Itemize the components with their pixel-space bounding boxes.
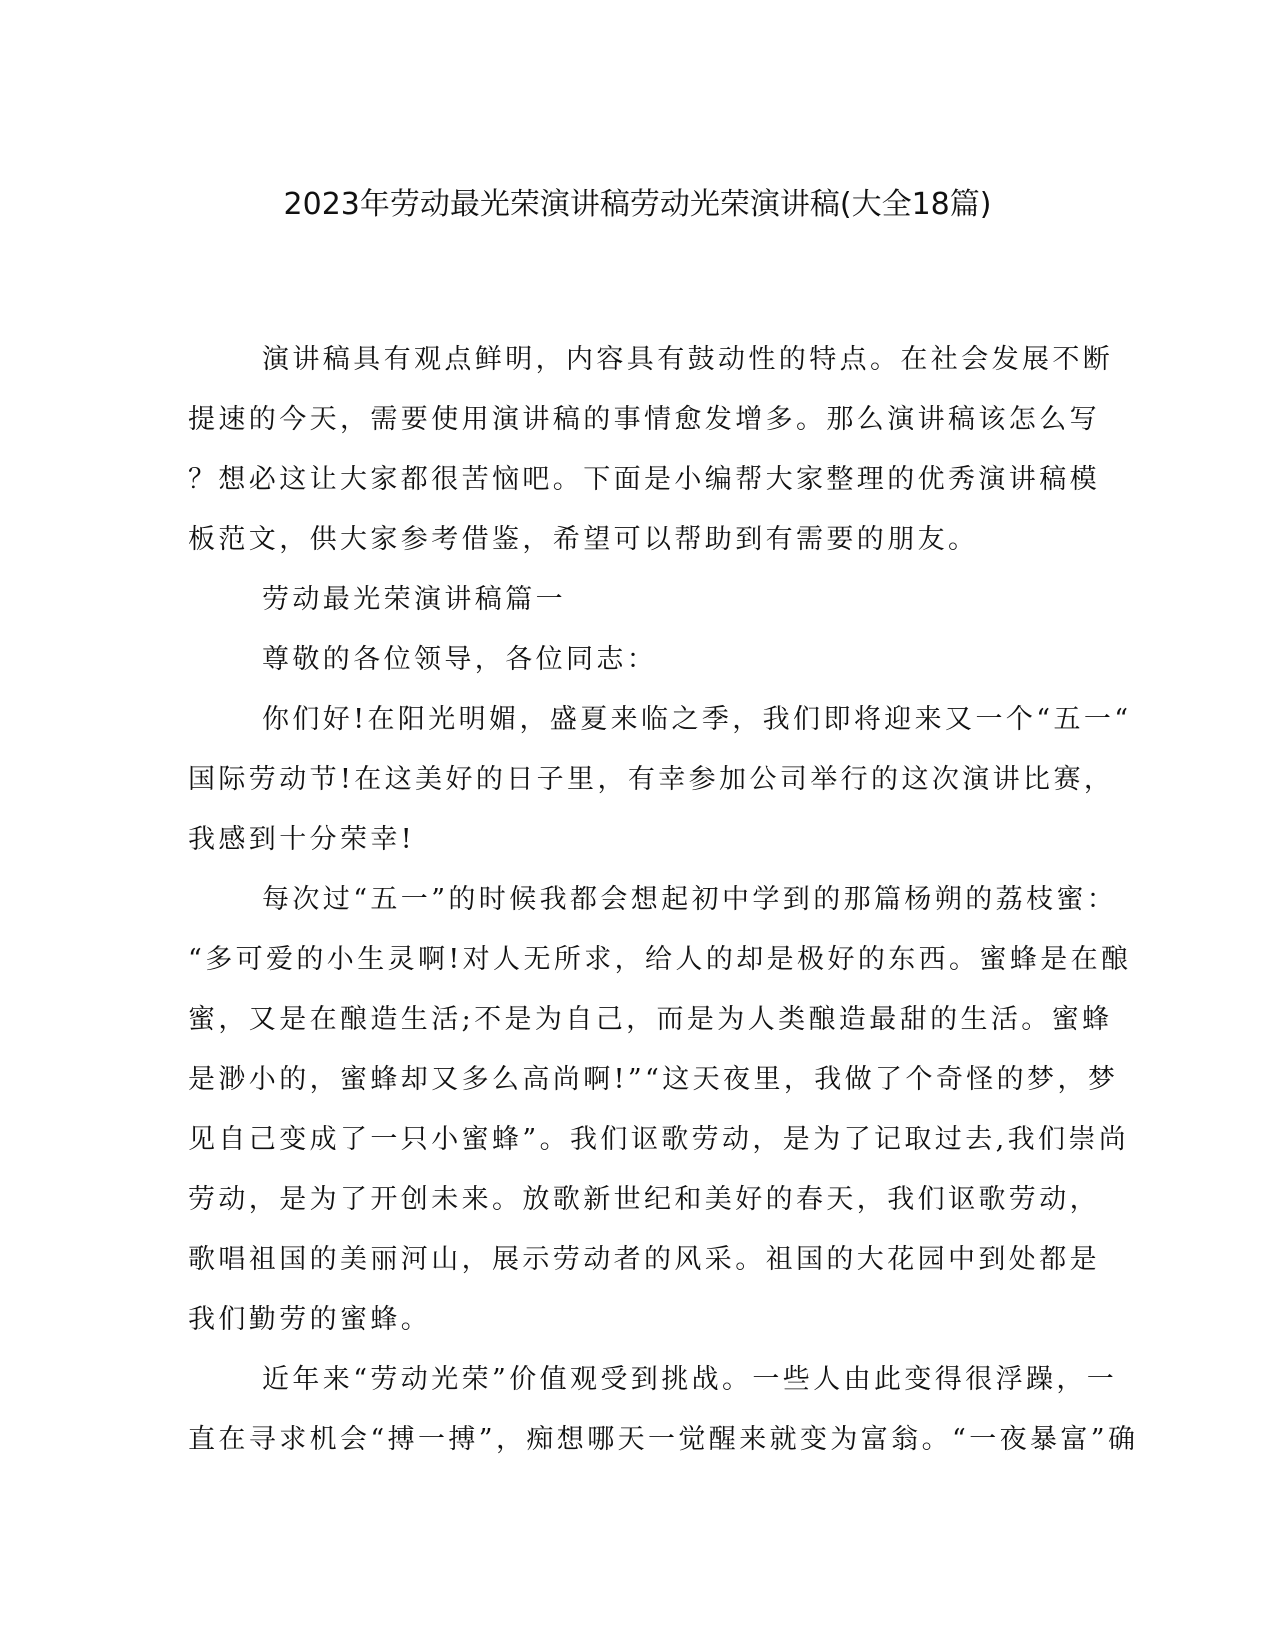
paragraph-line: 演讲稿具有观点鲜明，内容具有鼓动性的特点。在社会发展不断 (262, 344, 1114, 375)
paragraph-line: 板范文，供大家参考借鉴，希望可以帮助到有需要的朋友。 (188, 524, 979, 555)
paragraph-line: 近年来“劳动光荣”价值观受到挑战。一些人由此变得很浮躁，一 (262, 1364, 1118, 1395)
document-title: 2023年劳动最光荣演讲稿劳动光荣演讲稿(大全18篇) (283, 187, 992, 222)
salutation-line: 尊敬的各位领导，各位同志： (262, 644, 658, 675)
paragraph-line: ？想必这让大家都很苦恼吧。下面是小编帮大家整理的优秀演讲稿模 (188, 464, 1100, 495)
paragraph-line: “多可爱的小生灵啊!对人无所求，给人的却是极好的东西。蜜蜂是在酿 (188, 944, 1132, 975)
section-heading: 劳动最光荣演讲稿篇一 (262, 584, 566, 615)
paragraph-line: 直在寻求机会“搏一搏”，痴想哪天一觉醒来就变为富翁。“一夜暴富”确 (188, 1424, 1139, 1455)
paragraph-line: 蜜，又是在酿造生活;不是为自己，而是为人类酿造最甜的生活。蜜蜂 (188, 1004, 1113, 1035)
paragraph-line: 每次过“五一”的时候我都会想起初中学到的那篇杨朔的荔枝蜜： (262, 884, 1118, 915)
paragraph-line: 劳动，是为了开创未来。放歌新世纪和美好的春天，我们讴歌劳动， (188, 1184, 1100, 1215)
paragraph-line: 见自己变成了一只小蜜蜂”。我们讴歌劳动，是为了记取过去,我们崇尚 (188, 1124, 1130, 1155)
paragraph-line: 是渺小的，蜜蜂却又多么高尚啊!”“这天夜里，我做了个奇怪的梦，梦 (188, 1064, 1119, 1095)
paragraph-line: 歌唱祖国的美丽河山，展示劳动者的风采。祖国的大花园中到处都是 (188, 1244, 1100, 1275)
paragraph-line: 我感到十分荣幸! (188, 824, 416, 855)
paragraph-line: 提速的今天，需要使用演讲稿的事情愈发增多。那么演讲稿该怎么写 (188, 404, 1100, 435)
paragraph-line: 你们好!在阳光明媚，盛夏来临之季，我们即将迎来又一个“五一“ (262, 704, 1132, 735)
document-body (188, 330, 1139, 1470)
paragraph-line: 我们勤劳的蜜蜂。 (188, 1304, 432, 1335)
paragraph-line: 国际劳动节!在这美好的日子里，有幸参加公司举行的这次演讲比赛， (188, 764, 1115, 795)
